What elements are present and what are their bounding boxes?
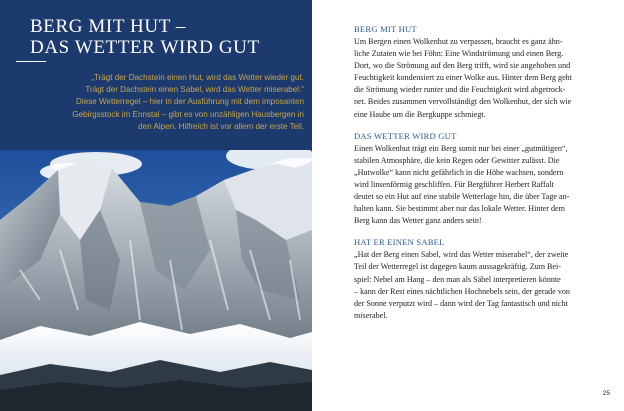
text-line: eine Haube um die Bergkuppe schmiegt. — [354, 109, 486, 119]
title-line-2: DAS WETTER WIRD GUT — [30, 37, 260, 58]
intro-line: „Trägt der Dachstein einen Hut, wird das Wetter wieder gut. — [91, 73, 304, 82]
text-line: Teil der Wetterregel ist dagegen kaum aussagekräftig. Zum Bei- — [354, 262, 561, 272]
text-line: halten kann. Sie bestimmt aber nur das lokale Wetter. Hinter dem — [354, 204, 565, 214]
text-line: liche Zutaten wie bei Föhn: Eine Windströmung und einen Berg. — [354, 49, 564, 59]
text-line: Berg kann das Wetter ganz anders sein! — [354, 216, 482, 226]
text-line: miserabel. — [354, 310, 388, 320]
text-line: Feuchtigkeit kondensiert zu einer Wolke aus. Hinter dem Berg geht — [354, 73, 572, 83]
text-line: Einen Wolkenhut trägt ein Berg somit nur bei einer „gutmütigen“, — [354, 143, 568, 153]
intro-line: Gebirgsstock im Ennstal – gibt es von unzähligen Hausbergen in — [72, 109, 304, 119]
intro-line: Diese Wetterregel – hier in der Ausführung mit dem imposanten — [76, 97, 304, 107]
section-paragraph — [354, 143, 606, 228]
text-line: spiel: Nebel am Hang – den man als Säbel interpretieren könnte — [354, 274, 561, 284]
title-line-1: BERG MIT HUT – — [30, 16, 187, 37]
text-line: wird linsenförmig geschliffen. Für Bergführer Herbert Raffalt — [354, 179, 554, 189]
text-line: der Sonne verputzt wird – dann wird der Tag fantastisch und nicht — [354, 298, 568, 308]
page-number: 25 — [602, 390, 610, 397]
section-heading: HAT ER EINEN SABEL — [354, 237, 445, 248]
text-line: „Hat der Berg einen Sabel, wird das Wetter miserabel“, der zweite — [354, 250, 569, 260]
section-heading: DAS WETTER WIRD GUT — [354, 130, 457, 141]
text-line: net. Beides zusammen vervollständigt den Wolkenhut, der sich wie — [354, 97, 572, 107]
intro-text — [22, 72, 304, 133]
mountain-photo — [0, 150, 312, 411]
section-paragraph — [354, 36, 606, 121]
text-line: Um Bergen einen Wolkenhut zu verpassen, braucht es ganz ähn- — [354, 37, 563, 46]
text-line: die Strömung wieder runter und die Feuchtigkeit wird abgetrock- — [354, 85, 566, 95]
section-paragraph — [354, 249, 606, 322]
section-heading: BERG MIT HUT — [354, 24, 417, 34]
text-line: deutet so ein Hut auf eine stabile Wetterlage hin, die über Tage an- — [354, 192, 570, 202]
title-divider — [16, 61, 46, 62]
right-page — [312, 0, 624, 411]
intro-line: den Alpen. Hilfreich ist vor allem der erste Teil. — [138, 121, 304, 131]
page-title — [30, 16, 300, 58]
article-body — [354, 24, 606, 322]
text-line: stabilen Atmosphäre, die kein Regen oder Gewitter zulässt. Die — [354, 155, 560, 165]
text-line: – kann der Rest eines nächtlichen Hochnebels sein, der gerade von — [354, 286, 570, 296]
text-line: Dort, wo die Strömung auf den Berg trifft, wird sie angehoben und — [354, 61, 571, 71]
intro-line: Trägt der Dachstein einen Sabel, wird das Wetter miserabel.“ — [85, 85, 304, 95]
text-line: „Hutwolke“ kann nicht gefährlich in die Höhe wachsen, sondern — [354, 167, 564, 177]
